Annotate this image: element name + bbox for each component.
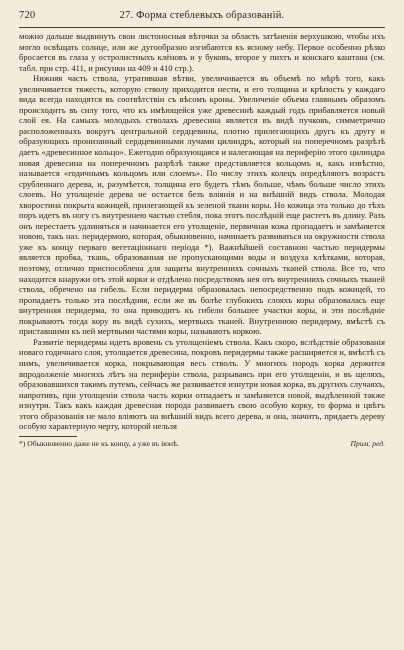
running-title: 27. Форма стеблевыхъ образованій. xyxy=(119,10,285,21)
footnote-signature: Прим. ред. xyxy=(350,438,385,448)
paragraph: можно дальше выдвинуть свои листоносныя вѣточки за область затѣненія верхушкою, чтобы ихъ могло освѣщать солнце, или же дугообразно изгибаются къ ясному небу. Первое особенно рѣзко бросается въ глаза у остролистныхъ клёновъ и у буковъ, второе у пихтъ и конскаго каштана (см. табл. при стр. 411, и рисунки на 409 и 410 стр.). xyxy=(19,31,385,73)
footnote xyxy=(19,439,385,448)
page-number: 720 xyxy=(19,10,36,21)
paragraph: Развитіе перидермы идетъ вровень съ утолщеніемъ ствола. Какъ скоро, вслѣдствіе образованія новаго годичнаго слоя, утолщается древесина, покровъ перидермы также расширяется и, вмѣстѣ съ нимъ, увеличивается корка, покрывающая весь стволъ. У многихъ породъ корка держится впродолженіе многихъ лѣтъ на периферіи ствола, разрываясь при его утолщеніи, и въ щеляхъ, образовавшихся такимъ путемъ, сейчасъ же развивается изнутри новая корка, въ другихъ случаяхъ, напротивъ, при утолщеніи ствола часть корки отпадаетъ и замѣняется новой, выдѣленной также изнутри. Такъ какъ каждая древесная порода развиваетъ свою особую корку, то форма и цвѣтъ этого образованія не мало вліяютъ на внѣшній видъ всего дерева, и она, значитъ, придаетъ дереву особую характерную черту, которой нельзя xyxy=(19,336,385,432)
footnote-text: *) Обыкновенно даже не къ концу, а уже въ іюнѣ. xyxy=(19,438,179,448)
running-header xyxy=(19,8,385,25)
paragraph: Нижняя часть ствола, утратившая вѣтви, увеличивается въ объемѣ по мѣрѣ того, какъ увеличивается тяжесть, которую стволу приходится нести, и его толщина и крѣпость у каждаго вида всегда находятся въ соотвѣтствіи съ вѣсомъ кроны. Увеличеніе объема главнымъ образомъ происходитъ въ силу того, что къ имѣющейся уже древесинѣ каждый годъ прибавляется новый слой ея. На самыхъ молодыхъ стволахъ древесина является въ видѣ пучковъ, симметрично расположенныхъ вокругъ центральной сердцевины, плотно прилегающихъ другъ къ другу и образующихъ пронизанный сердцевинными лучами цилиндръ, который на поперечномъ разрѣзѣ даетъ «древесинное кольцо». Ежегодно образующаяся и налегающая на периферію этого цилиндра новая древесина на поперечномъ разрѣзѣ также представляется кольцомъ и, какъ извѣстно, называется «годичнымъ кольцомъ или слоемъ». По числу этихъ колецъ опредѣляютъ возрастъ срубленнаго дерева, и, разумѣется, толщина его будетъ тѣмъ больше, чѣмъ больше число этихъ слоевъ. Но утолщеніе дерева не остается безъ вліянія и на внѣшній видъ ствола. Молодая хворостина покрыта кожицей, прилегающей къ зеленой ткани коры. Но кожица эта только до тѣхъ поръ идетъ въ ногу съ внутреннею частью стебля, пока этотъ послѣдній еще растетъ въ длину. Разъ онъ перестаетъ удлиняться и начинается его утолщеніе, первичная кожа пропадаетъ и замѣняется новою, такъ наз. перидермою, которая, обыкновенно, начинаетъ развиваться на окружности ствола уже къ концу перваго вегетаціоннаго періода *). Важнѣйшей составною частью перидермы является пробка, ткань, образованная не пропускающими воды и воздуха клѣтками, которая, поэтому, отлично приспособлена для защиты внутреннихъ сочныхъ тканей ствола. Все то, что находится кнаружи отъ этой корки и отдѣлено посредствомъ нея отъ внутреннихъ сочныхъ тканей ствола, обречено на гибель. Если перидерма образовалась непосредственно подъ кожицей, то пропадаетъ только эта послѣдняя, если же въ болѣе глубокихъ слояхъ коры образовалась еще внутренняя перидерма, то она приводитъ къ гибели большее участки коры, и эти послѣдніе покрываютъ тогда кору въ видѣ сухихъ, мертвыхъ тканей. Внутреннюю перидерму, вмѣстѣ съ приставшими къ ней мертвыми частями коры, называютъ коркою. xyxy=(19,73,385,337)
main-text xyxy=(19,31,385,432)
footnote-rule xyxy=(19,436,77,437)
header-rule xyxy=(19,27,385,28)
